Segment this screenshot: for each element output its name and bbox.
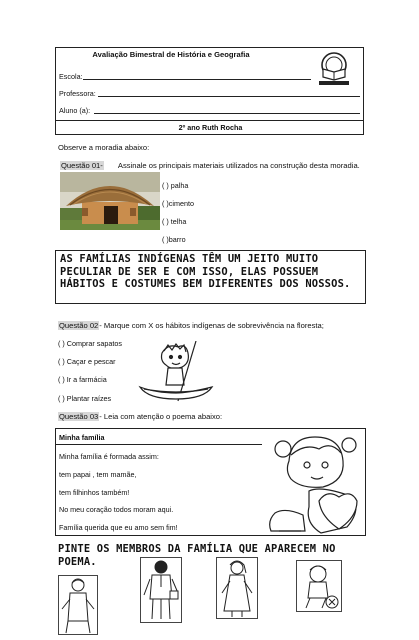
q2-option-cacar-pescar[interactable]: ( ) Caçar e pescar (58, 357, 116, 366)
question-2 (58, 321, 324, 330)
question-1-label: Questão 01- (61, 161, 103, 170)
poem-box (55, 428, 366, 536)
q2-option-raizes[interactable]: ( ) Plantar raízes (58, 394, 112, 403)
question-3-label: Questão 03 (59, 412, 99, 421)
question-2-label: Questão 02 (59, 321, 99, 330)
mother-figure[interactable] (216, 557, 258, 619)
info-banner: AS FAMÍLIAS INDÍGENAS TÊM UM JEITO MUITO PECULIAR DE SER E COM ISSO, ELAS POSSUEM HÁBITOS E COSTUMES BEM DIFERENTES DOS NOSSOS. (55, 250, 366, 304)
poem-line-3: tem filhinhos também! (59, 488, 130, 497)
father-figure[interactable] (140, 557, 182, 623)
poem-line-5: Família querida que eu amo sem fim! (59, 523, 178, 532)
intro-text: Observe a moradia abaixo: (58, 143, 150, 152)
question-1-text: Assinale os principais materiais utilizados na construção desta moradia. (117, 161, 360, 170)
q2-option-farmacia[interactable]: ( ) Ir a farmácia (58, 375, 107, 384)
q2-option-sapatos[interactable]: ( ) Comprar sapatos (58, 339, 122, 348)
grandmother-figure[interactable] (58, 575, 98, 635)
q1-option-telha[interactable]: ( ) telha (162, 217, 187, 226)
question-3 (58, 412, 222, 421)
student-field-line[interactable] (94, 113, 360, 114)
poem-title-separator (56, 444, 262, 445)
question-1 (60, 161, 360, 170)
school-logo-icon (313, 51, 355, 87)
poem-title: Minha família (59, 433, 105, 442)
poem-line-1: Minha família é formada assim: (59, 452, 159, 461)
teacher-field-line[interactable] (98, 96, 360, 97)
poem-line-2: tem papai , tem mamãe, (59, 470, 137, 479)
header-separator (56, 120, 363, 121)
class-year: 2º ano Ruth Rocha (178, 123, 243, 132)
coloring-instruction: PINTE OS MEMBROS DA FAMÍLIA QUE APARECEM NO POEMA. (58, 543, 336, 568)
girl-with-heart-drawing (261, 431, 363, 535)
question-3-text: - Leia com atenção o poema abaixo: (99, 412, 223, 421)
boy-in-canoe-drawing (138, 341, 214, 404)
school-label: Escola: (59, 72, 83, 81)
q1-option-cimento[interactable]: ( )cimento (162, 199, 194, 208)
header-box (55, 47, 364, 135)
poem-line-4: No meu coração todos moram aqui. (59, 505, 174, 514)
q1-option-palha[interactable]: ( ) palha (162, 181, 189, 190)
child-figure[interactable] (296, 560, 342, 612)
school-field-line[interactable] (83, 79, 311, 80)
q1-option-barro[interactable]: ( )barro (162, 235, 186, 244)
student-label: Aluno (a): (59, 106, 91, 115)
hut-photo (60, 172, 160, 230)
teacher-label: Professora: (59, 89, 96, 98)
question-2-text: - Marque com X os hábitos indígenas de sobrevivência na floresta; (99, 321, 324, 330)
exam-title: Avaliação Bimestral de História e Geografia (92, 50, 250, 59)
